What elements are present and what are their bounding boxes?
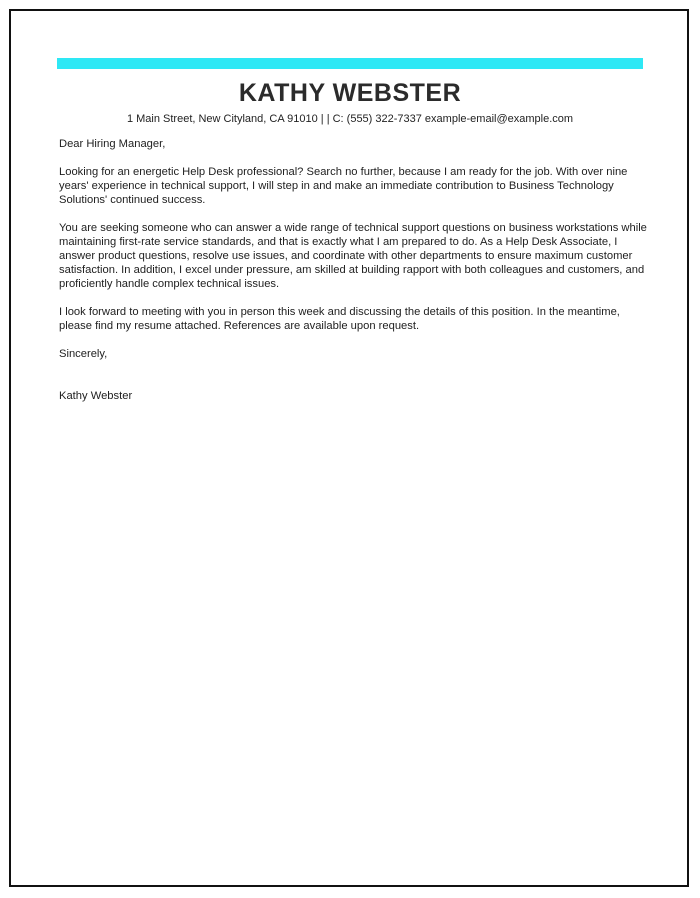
- letter-body: [59, 137, 647, 417]
- accent-bar: [57, 58, 643, 69]
- paragraph: I look forward to meeting with you in person this week and discussing the details of this position. In the meantime, please find my resume attached. References are available upon request.: [59, 306, 620, 332]
- signature: Kathy Webster: [59, 390, 133, 402]
- last-name: WEBSTER: [332, 79, 462, 107]
- applicant-name: [57, 77, 643, 109]
- first-name: KATHY: [238, 79, 326, 107]
- paragraph: You are seeking someone who can answer a wide range of technical support questions on business workstations while maintaining first-rate service standards, and that is exactly what I am prepared to do. As a Help Desk Associate, I answer product questions, resolve use issues, and coordinate with other departments to ensure maximum customer satisfaction. In addition, I excel under pressure, am skilled at building rapport with both colleagues and customers, and proficiently handle complex technical issues.: [59, 222, 647, 290]
- paragraph: Looking for an energetic Help Desk professional? Search no further, because I am ready for the job. With over nine years' experience in technical support, I will step in and make an immediate contribution to Business Technology Solutions' continued success.: [59, 166, 628, 206]
- document-page: [9, 9, 689, 887]
- salutation: Dear Hiring Manager,: [59, 138, 166, 150]
- closing: Sincerely,: [59, 348, 108, 360]
- contact-line: 1 Main Street, New Cityland, CA 91010 | | C: (555) 322-7337 example-email@example.com: [126, 113, 574, 125]
